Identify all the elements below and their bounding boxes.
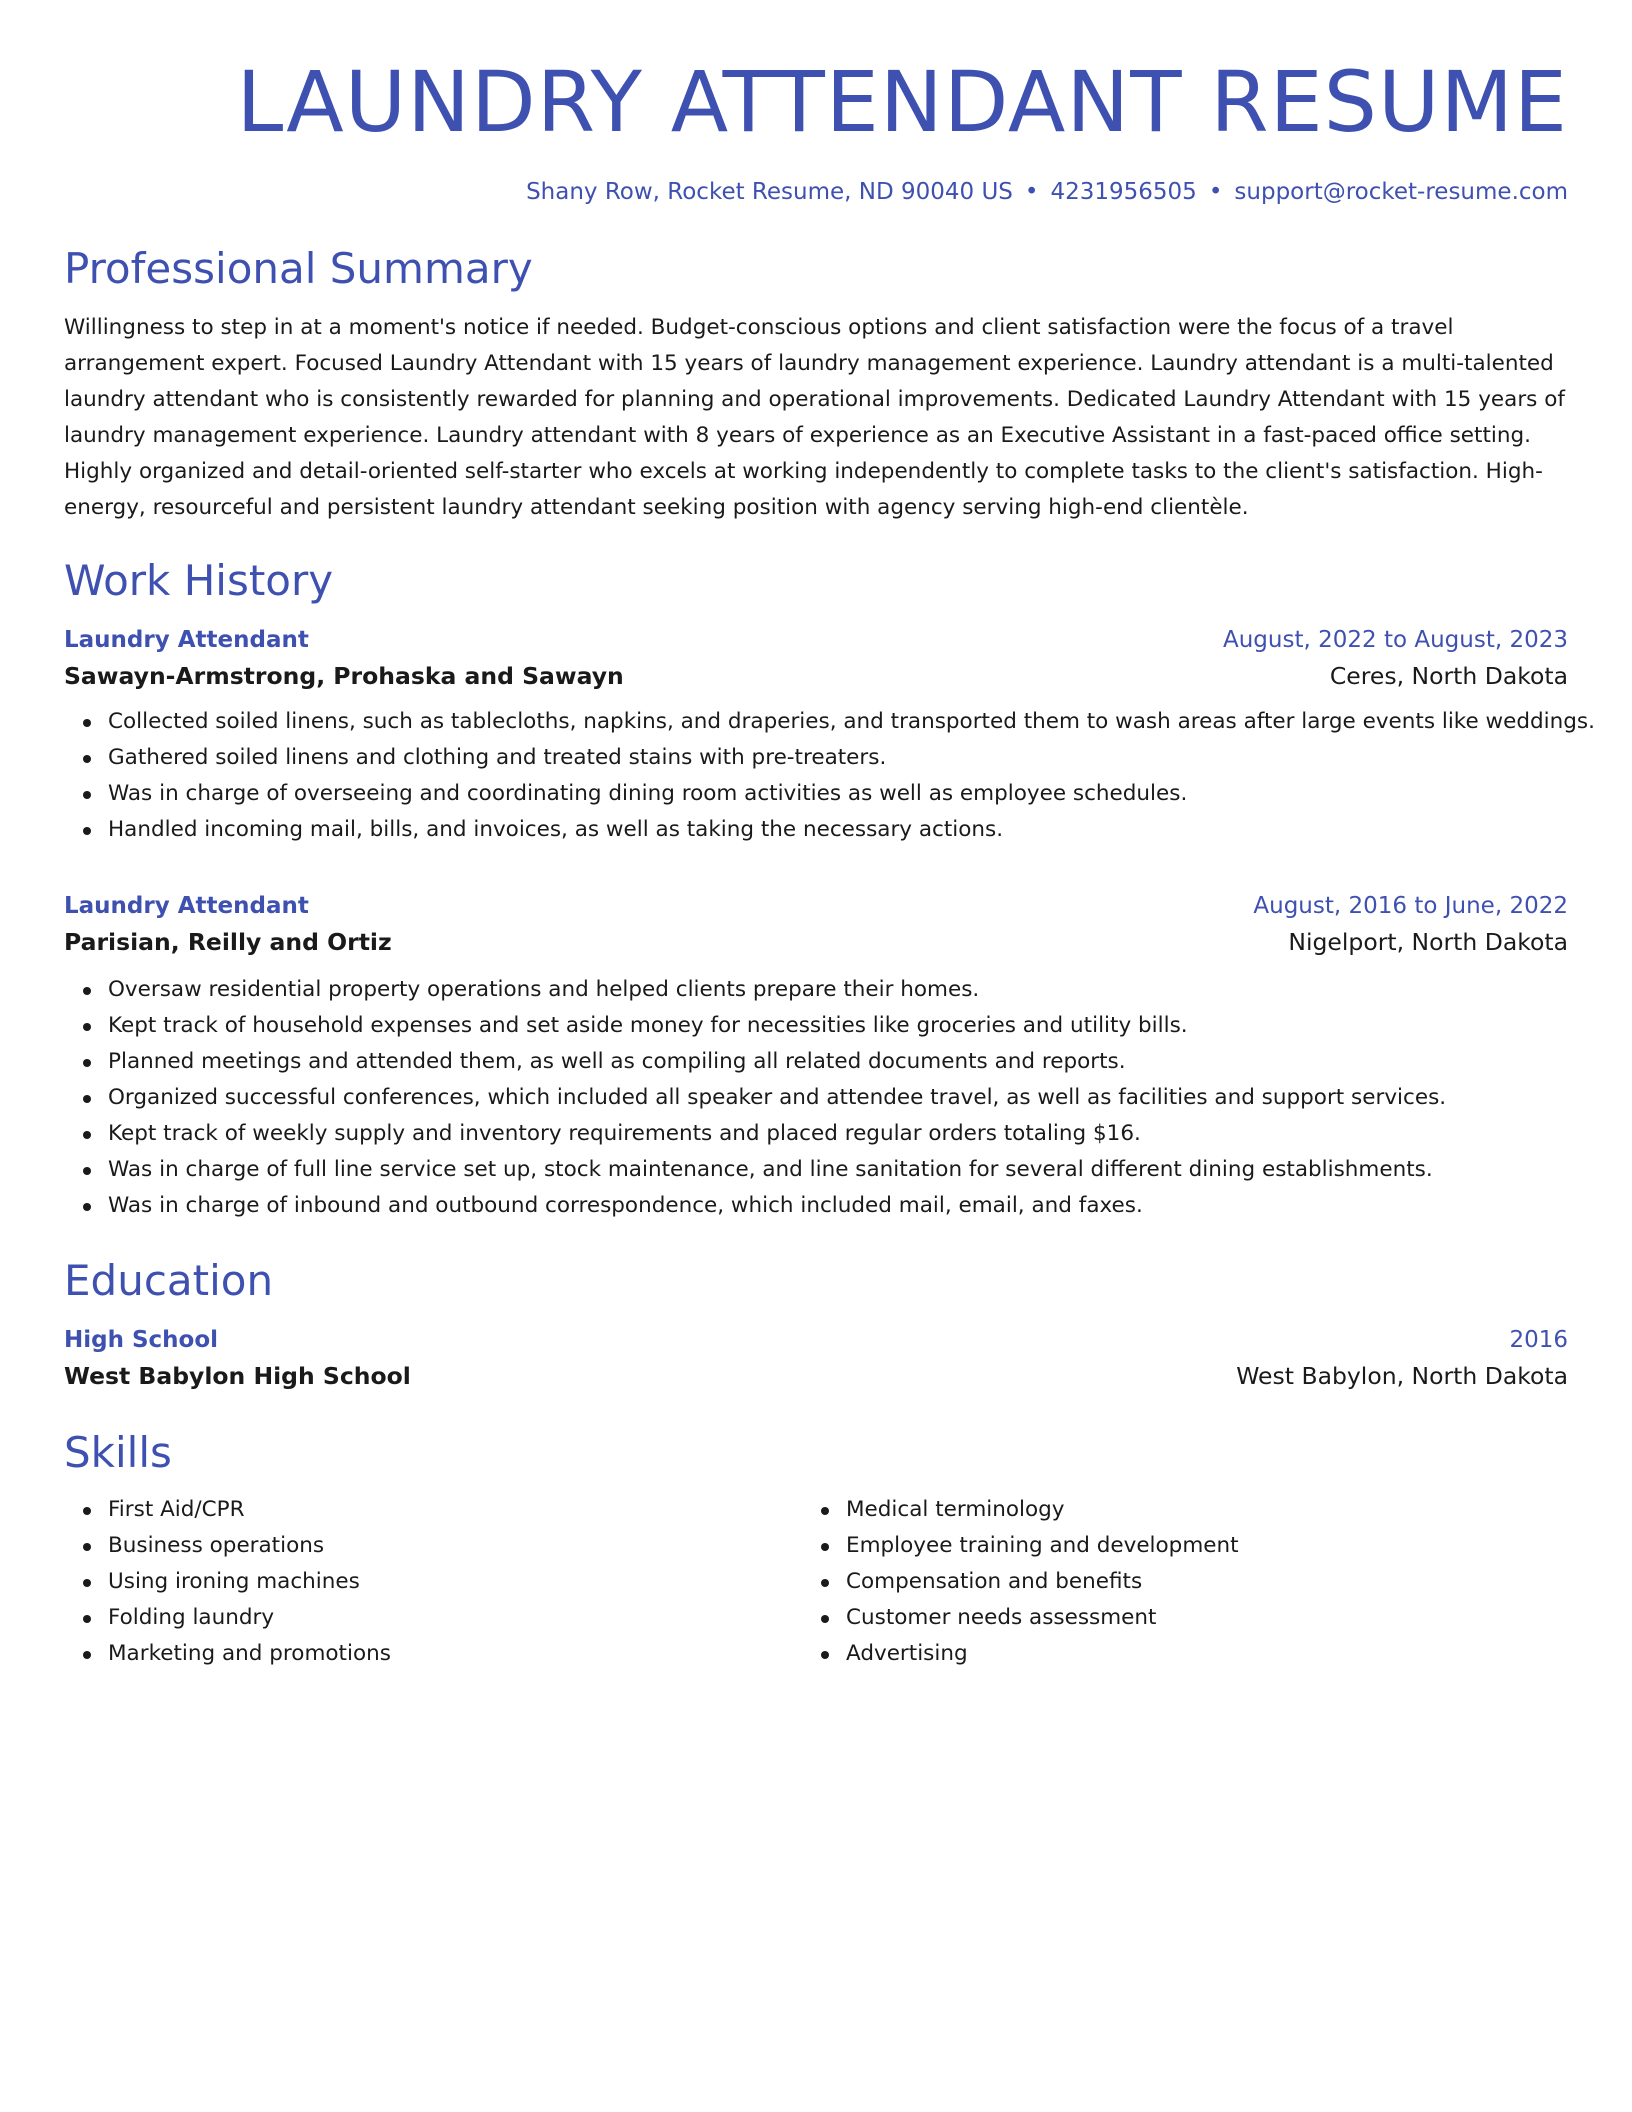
skills-list: [802, 1492, 1540, 1672]
job-bullet: Collected soiled linens, such as tablecloths, napkins, and draperies, and transported them to wash areas after large events like weddings.: [108, 704, 1568, 740]
job-bullet: Oversaw residential property operations and helped clients prepare their homes.: [108, 972, 1568, 1008]
skill-item: Medical terminology: [846, 1492, 1540, 1528]
job-company: Sawayn-Armstrong, Prohaska and Sawayn: [64, 662, 624, 690]
resume-title: LAUNDRY ATTENDANT RESUME: [236, 53, 1568, 151]
job-bullet-list: [64, 704, 1595, 848]
summary-heading: Professional Summary: [64, 244, 533, 293]
job-company-row: [64, 658, 1568, 694]
skill-item: Employee training and development: [846, 1528, 1540, 1564]
education-year: 2016: [1509, 1327, 1568, 1353]
education-school: West Babylon High School: [64, 1362, 411, 1390]
job-company-row: [64, 924, 1568, 960]
education-degree: High School: [64, 1327, 219, 1353]
job-bullet-list: [64, 972, 1568, 1224]
skill-item: Using ironing machines: [108, 1564, 802, 1600]
job-bullet: Was in charge of overseeing and coordinating dining room activities as well as employee schedules.: [108, 776, 1568, 812]
job-role: Laundry Attendant: [64, 627, 309, 653]
job-entry: [64, 622, 1595, 848]
skill-item: First Aid/CPR: [108, 1492, 802, 1528]
contact-line: [64, 176, 1568, 208]
work-history-heading: Work History: [64, 556, 334, 605]
education-header-row: [64, 1322, 1568, 1358]
skill-item: Compensation and benefits: [846, 1564, 1540, 1600]
contact-address: Shany Row, Rocket Resume, ND 90040 US: [526, 179, 1013, 205]
education-heading: Education: [64, 1256, 274, 1305]
skills-column-right: [802, 1492, 1540, 1672]
contact-email: support@rocket-resume.com: [1234, 179, 1568, 205]
skills-heading: Skills: [64, 1428, 172, 1477]
summary-text: Willingness to step in at a moment's notice if needed. Budget-conscious options and client satisfaction were the focus of a travel arrangement expert. Focused Laundry Attendant with 15 years of laundry management experience. Laundry attendant is a multi-talented laundry attendant who is consistently rewarded for planning and operational improvements. Dedicated Laundry Attendant with 15 years of laundry management experience. Laundry attendant with 8 years of experience as an Executive Assistant in a fast-paced office setting. Highly organized and detail-oriented self-starter who excels at working independently to complete tasks to the client's satisfaction. High-energy, resourceful and persistent laundry attendant seeking position with agency serving high-end clientèle.: [64, 315, 1565, 520]
job-bullet: Was in charge of full line service set up, stock maintenance, and line sanitation for several different dining establishments.: [108, 1152, 1568, 1188]
job-bullet: Organized successful conferences, which included all speaker and attendee travel, as well as facilities and support services.: [108, 1080, 1568, 1116]
education-location: West Babylon, North Dakota: [1236, 1362, 1568, 1390]
job-bullet: Planned meetings and attended them, as well as compiling all related documents and reports.: [108, 1044, 1568, 1080]
job-bullet: Kept track of weekly supply and inventory requirements and placed regular orders totaling $16.: [108, 1116, 1568, 1152]
job-dates: August, 2022 to August, 2023: [1223, 627, 1568, 653]
contact-separator: •: [1024, 179, 1039, 205]
job-header-row: [64, 622, 1568, 658]
education-school-row: [64, 1358, 1568, 1394]
skill-item: Customer needs assessment: [846, 1600, 1540, 1636]
job-bullet: Gathered soiled linens and clothing and treated stains with pre-treaters.: [108, 740, 1568, 776]
job-bullet: Kept track of household expenses and set aside money for necessities like groceries and utility bills.: [108, 1008, 1568, 1044]
skill-item: Business operations: [108, 1528, 802, 1564]
job-bullet: Handled incoming mail, bills, and invoices, as well as taking the necessary actions.: [108, 812, 1568, 848]
skill-item: Folding laundry: [108, 1600, 802, 1636]
job-dates: August, 2016 to June, 2022: [1253, 893, 1568, 919]
job-company: Parisian, Reilly and Ortiz: [64, 928, 392, 956]
skills-column-left: [64, 1492, 802, 1672]
job-location: Nigelport, North Dakota: [1288, 928, 1568, 956]
skills-list: [64, 1492, 802, 1672]
job-bullet: Was in charge of inbound and outbound correspondence, which included mail, email, and faxes.: [108, 1188, 1568, 1224]
contact-phone: 4231956505: [1050, 179, 1197, 205]
job-location: Ceres, North Dakota: [1329, 662, 1568, 690]
education-entry: [64, 1322, 1568, 1394]
contact-separator: •: [1208, 179, 1223, 205]
job-role: Laundry Attendant: [64, 893, 309, 919]
job-header-row: [64, 888, 1568, 924]
job-entry: [64, 888, 1568, 1224]
skill-item: Advertising: [846, 1636, 1540, 1672]
skill-item: Marketing and promotions: [108, 1636, 802, 1672]
skills-grid: [64, 1492, 1568, 1672]
